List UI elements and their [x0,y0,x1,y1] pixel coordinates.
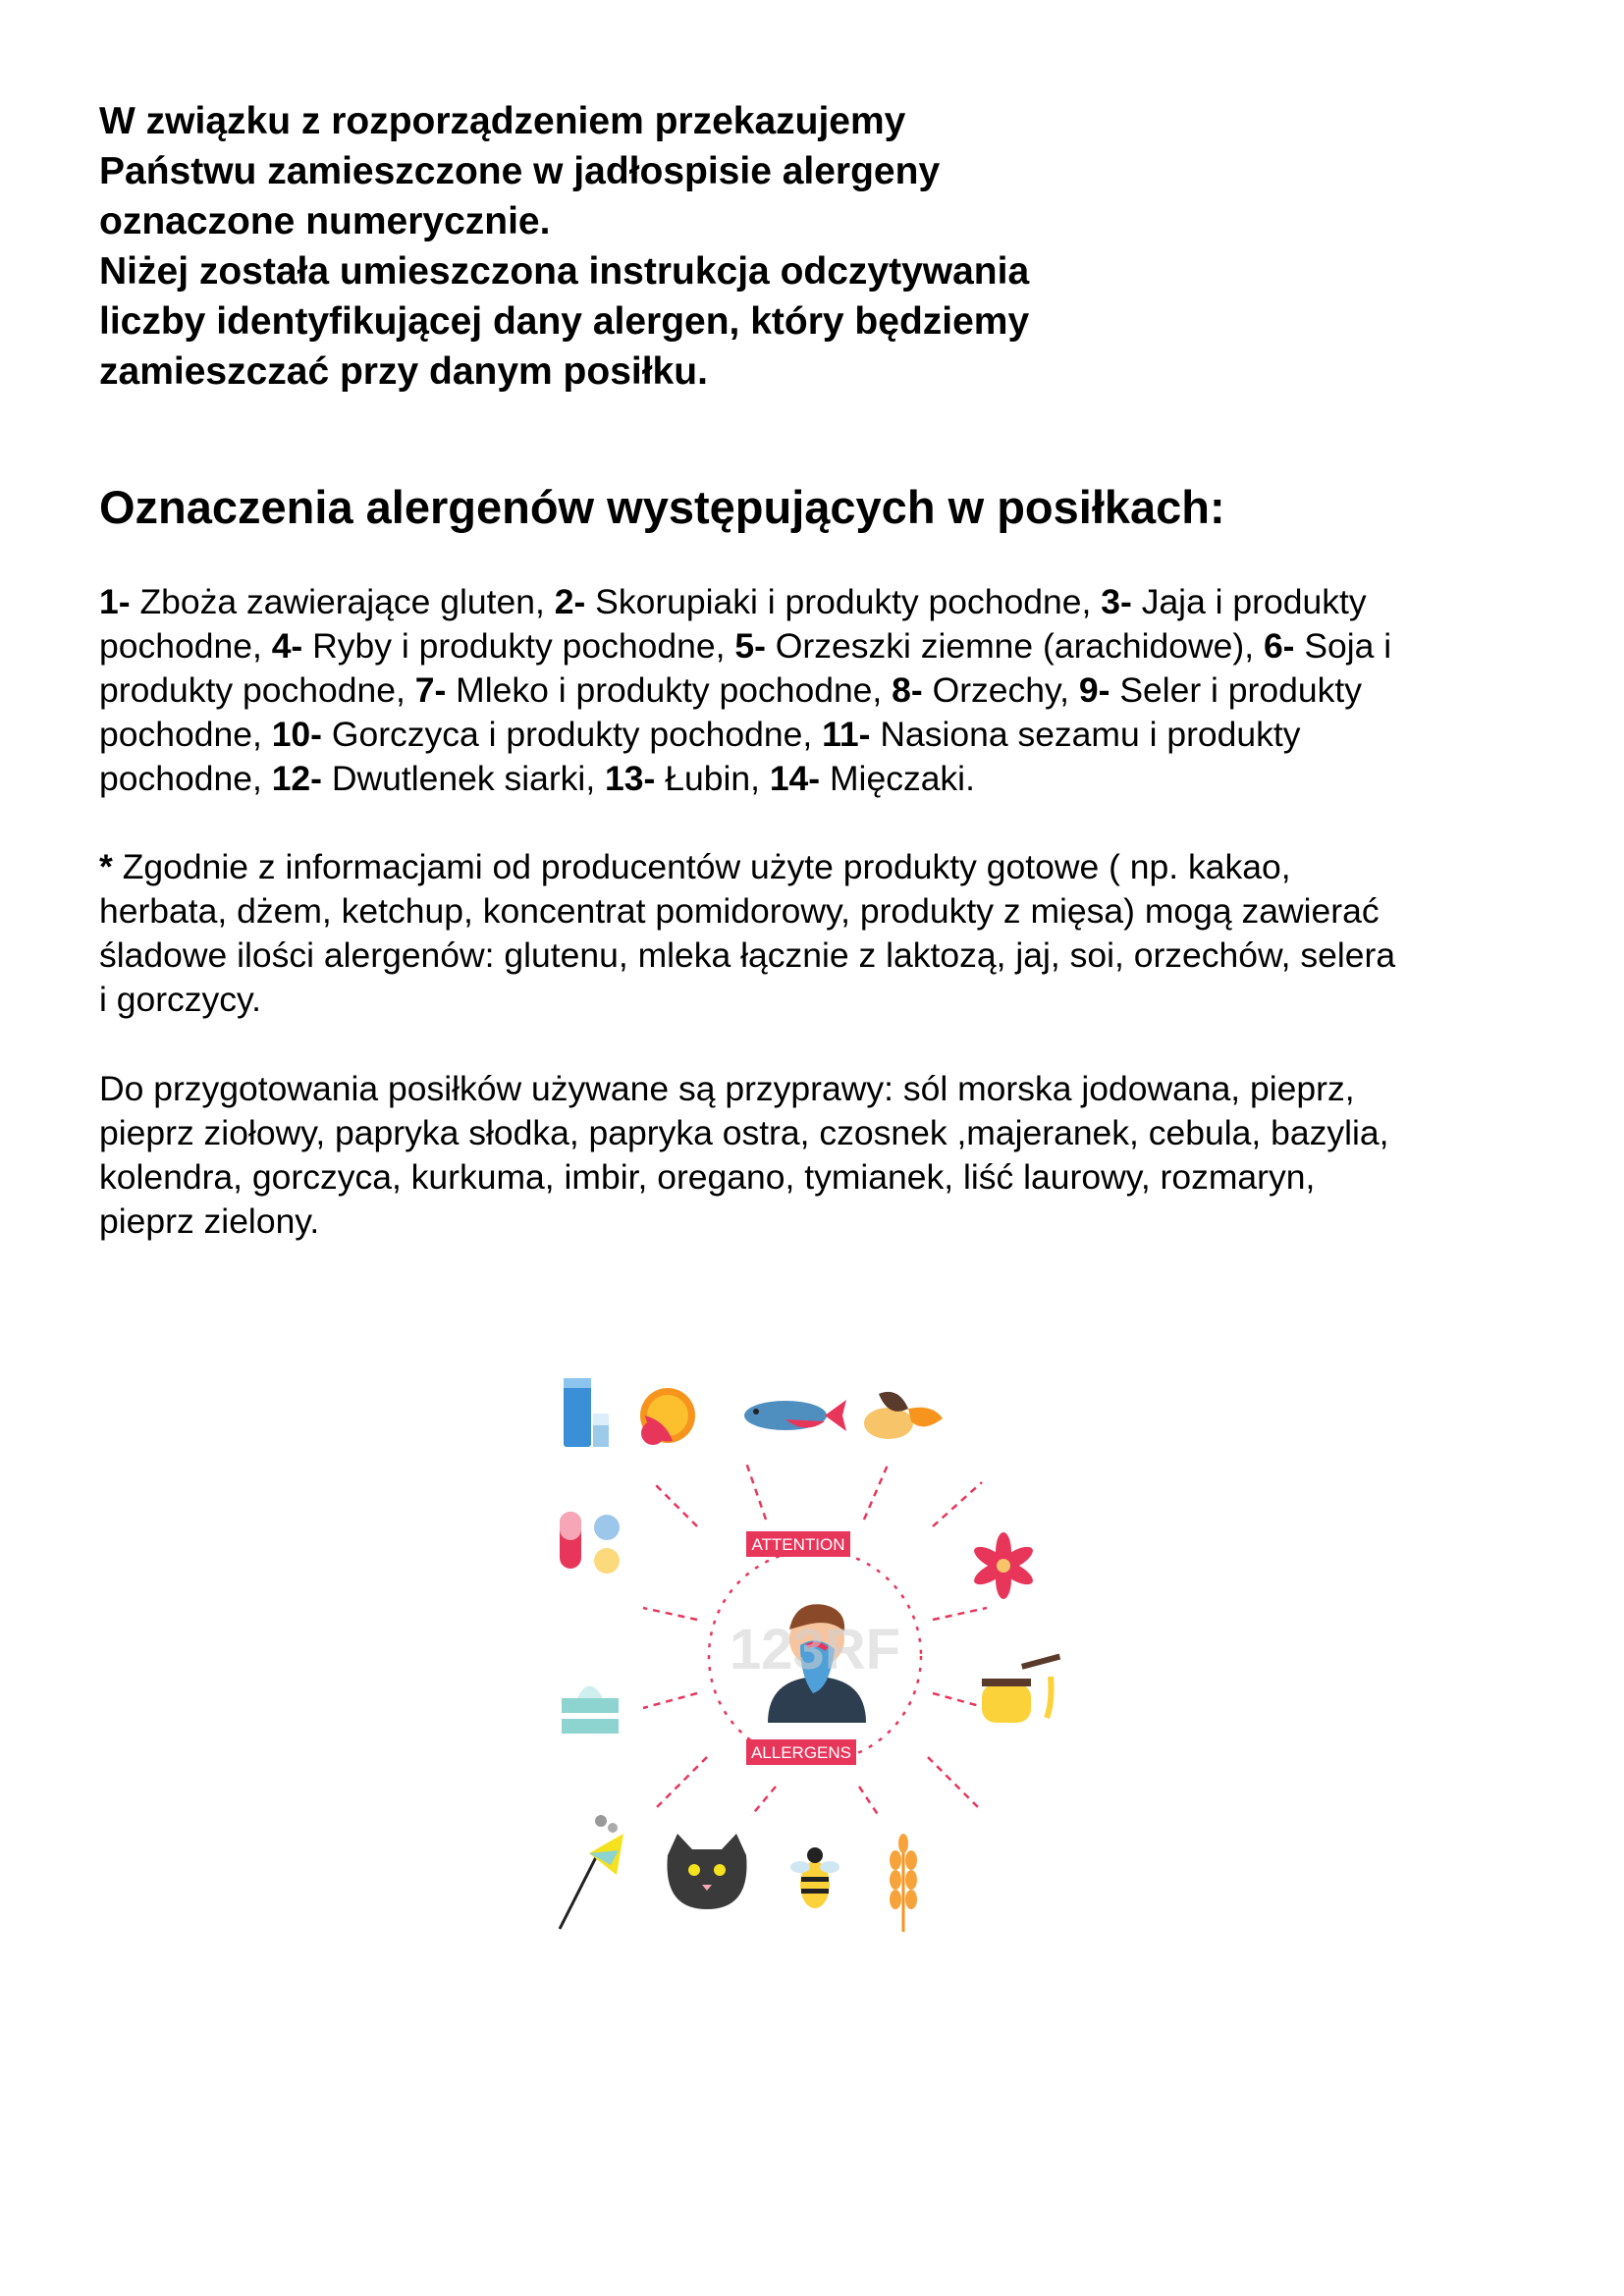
cat-icon [668,1834,747,1909]
allergen-number: 8- [892,670,923,710]
allergen-name: Mięczaki. [820,759,975,798]
honey-icon [982,1654,1060,1723]
allergens-infographic [550,1364,1100,1944]
allergen-number: 3- [1101,582,1132,621]
milk-icon [564,1378,609,1447]
allergen-number: 2- [554,582,586,621]
note-line: i gorczycy. [99,980,262,1019]
allergen-number: 4- [271,626,303,666]
allergen-name-cont: pochodne, [99,626,272,666]
allergen-number: 12- [271,759,322,798]
allergens-badge [746,1739,856,1765]
trace-allergens-note [99,845,1533,1022]
allergen-name-cont: produkty pochodne, [99,670,415,710]
tissues-icon [562,1686,619,1735]
spices-line: pieprz zielony. [99,1201,320,1241]
nuts-icon [864,1392,943,1439]
intro-text [99,96,1258,397]
dust-icon [560,1815,623,1929]
note-line: herbata, dżem, ketchup, koncentrat pomidorowy, produkty z mięsa) mogą zawierać [99,891,1380,931]
allergen-number: 6- [1263,626,1295,666]
allergen-name: Ryby i produkty pochodne, [302,626,735,666]
allergen-name: Nasiona sezamu i produkty [870,715,1301,754]
spices-line: pieprz ziołowy, papryka słodka, papryka ostra, czosnek ,majeranek, cebula, bazylia, [99,1113,1389,1152]
allergen-name: Soja i [1294,626,1392,666]
note-line: śladowe ilości alergenów: glutenu, mleka łącznie z laktozą, jaj, soi, orzechów, selera [99,935,1396,975]
intro-line: oznaczone numerycznie. [99,200,551,242]
allergen-name: Dwutlenek siarki, [322,759,606,798]
allergen-number: 14- [769,759,821,798]
intro-line: liczby identyfikującej dany alergen, który będziemy [99,300,1030,343]
flower-icon [971,1532,1037,1599]
allergen-name: Skorupiaki i produkty pochodne, [585,582,1102,621]
note-line: Zgodnie z informacjami od producentów użyte produkty gotowe ( np. kakao, [112,847,1291,886]
allergen-number: 11- [822,715,871,754]
intro-line: zamieszczać przy danym posiłku. [99,350,708,393]
spices-line: kolendra, gorczyca, kurkuma, imbir, oregano, tymianek, liść laurowy, rozmaryn, [99,1157,1316,1197]
allergen-name: Orzechy, [922,670,1079,710]
allergen-number: 5- [734,626,766,666]
allergen-name: Mleko i produkty pochodne, [446,670,893,710]
allergen-name: Jaja i produkty [1131,582,1367,621]
bee-icon [790,1847,839,1908]
allergen-list [99,580,1533,801]
allergen-name: Orzeszki ziemne (arachidowe), [765,626,1264,666]
attention-label: ATTENTION [751,1535,845,1554]
spices-paragraph [99,1067,1533,1244]
allergen-number: 1- [99,582,131,621]
watermark: 123RF [729,1618,901,1682]
attention-badge [746,1531,850,1557]
section-heading: Oznaczenia alergenów występujących w posiłkach: [99,481,1225,533]
intro-line: Państwu zamieszczone w jadłospisie alergeny [99,150,941,192]
fruit-icon [640,1388,695,1445]
footnote-mark: * [99,847,113,886]
allergen-number: 10- [271,715,322,754]
fish-icon [744,1400,846,1431]
allergen-name-cont: pochodne, [99,715,272,754]
allergen-name-cont: pochodne, [99,759,272,798]
allergen-name: Gorczyca i produkty pochodne, [322,715,823,754]
allergen-number: 7- [414,670,447,710]
allergen-number: 9- [1078,670,1110,710]
spices-line: Do przygotowania posiłków używane są przyprawy: sól morska jodowana, pieprz, [99,1069,1355,1108]
wheat-icon [890,1834,917,1932]
intro-line: W związku z rozporządzeniem przekazujemy [99,100,906,142]
allergen-number: 13- [605,759,656,798]
pills-icon [560,1512,620,1574]
allergen-name: Łubin, [655,759,770,798]
intro-line: Niżej została umieszczona instrukcja odczytywania [99,250,1030,293]
allergen-name: Zboża zawierające gluten, [130,582,555,621]
allergens-label: ALLERGENS [750,1743,852,1762]
allergen-name: Seler i produkty [1110,670,1362,710]
